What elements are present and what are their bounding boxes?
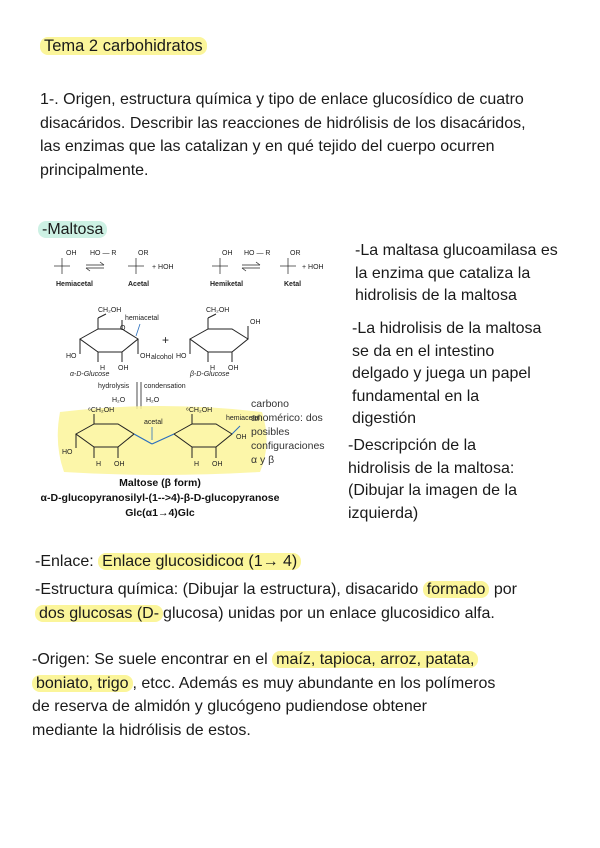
beta-glucose-ring [190,314,248,362]
hemiacetal-annotation: hemiacetal [125,315,159,322]
condensation-label: condensation [144,383,186,390]
hemiacetal-label: Hemiacetal [56,281,93,288]
svg-text:HO: HO [66,353,77,360]
svg-text:⁶CH₂OH: ⁶CH₂OH [186,407,213,414]
svg-text:+ HOH: + HOH [152,264,174,271]
svg-text:OH: OH [140,353,151,360]
svg-text:OH: OH [222,250,233,257]
svg-text:OH: OH [236,434,247,441]
beta-glucose-label: β-D-Glucose [190,371,230,378]
acetal-annotation: acetal [144,419,163,426]
svg-text:H₂O: H₂O [112,397,126,404]
svg-text:HO — R: HO — R [244,250,271,257]
svg-text:OH: OH [250,319,261,326]
enlace-line: -Enlace: Enlace glucosidicoα (1→ 4) [35,550,301,574]
svg-text:H: H [100,365,106,372]
svg-text:+ HOH: + HOH [302,264,324,271]
estructura-paragraph: -Estructura química: (Dibujar la estructura), disacarido formado por dos glucosas (D- glucosa) unidas por un enlace glucosidico alfa. [35,581,517,622]
hydrolysis-label: hydrolysis [98,383,130,390]
acetal-label: Acetal [128,281,150,288]
svg-text:HO: HO [176,353,187,360]
svg-text:OR: OR [138,250,149,257]
description-note: -Descripción de la hidrolisis de la maltosa: (Dibujar la imagen de la izquierda) [348,437,517,522]
page-title: Tema 2 carbohidratos [40,37,207,56]
ketal-label: Ketal [284,281,302,288]
origen-paragraph: -Origen: Se suele encontrar en el maíz, tapioca, arroz, patata, boniato, trigo , etcc. Además es muy abundante en los polímeros de reserva de almidón y glucógeno pudiendose obtener mediante la hidrólisis de estos. [32,651,496,739]
hemiacetal-annotation-2: hemiacetal [226,415,260,422]
svg-text:OH: OH [66,250,77,257]
svg-text:CH₂OH: CH₂OH [98,307,122,314]
hemiacetal-reaction-scheme [54,258,296,274]
svg-text:OH: OH [228,365,239,372]
svg-text:H: H [210,365,216,372]
svg-text:OH: OH [212,461,223,468]
svg-text:O: O [120,325,126,332]
anomeric-note: carbono anomérico: dos posibles configuraciones α y β [251,398,325,466]
alpha-glucose-label: α-D-Glucose [70,371,110,378]
svg-text:OH: OH [114,461,125,468]
svg-text:H: H [96,461,102,468]
location-note: -La hidrolisis de la maltosa se da en el intestino delgado y juega un papel fundamental en la digestión [352,320,542,427]
svg-text:OR: OR [290,250,301,257]
hemiacetal-arrow [136,324,140,336]
svg-text:OH: OH [118,365,129,372]
svg-text:+: + [162,333,170,347]
svg-text:CH₂OH: CH₂OH [206,307,230,314]
enlace-value: Enlace glucosidicoα (1→ 4) [98,553,301,570]
svg-text:⁶CH₂OH: ⁶CH₂OH [88,407,115,414]
figure-caption: Maltose (β form) α-D-glucopyranosilyl-(1-->4)-β-D-glucopyranose Glc(α1→4)Glc [40,477,280,519]
alcohol-annotation: alcohol [151,354,174,361]
question-paragraph: 1-. Origen, estructura química y tipo de enlace glucosídico de cuatro disacáridos. Describir las reacciones de hidrólisis de los disacáridos, las enzimas que las catalizan y en qué tejido del cuerpo ocurren principalmente. [40,91,526,179]
svg-text:HO — R: HO — R [90,250,117,257]
svg-text:HO: HO [62,449,73,456]
svg-text:H₂O: H₂O [146,397,160,404]
hemiketal-label: Hemiketal [210,281,244,288]
enzyme-note: -La maltasa glucoamilasa es la enzima que cataliza la hidrolisis de la maltosa [355,242,558,304]
reaction-annotations [66,250,324,271]
maltosa-heading: -Maltosa [38,218,107,242]
svg-text:H: H [194,461,200,468]
